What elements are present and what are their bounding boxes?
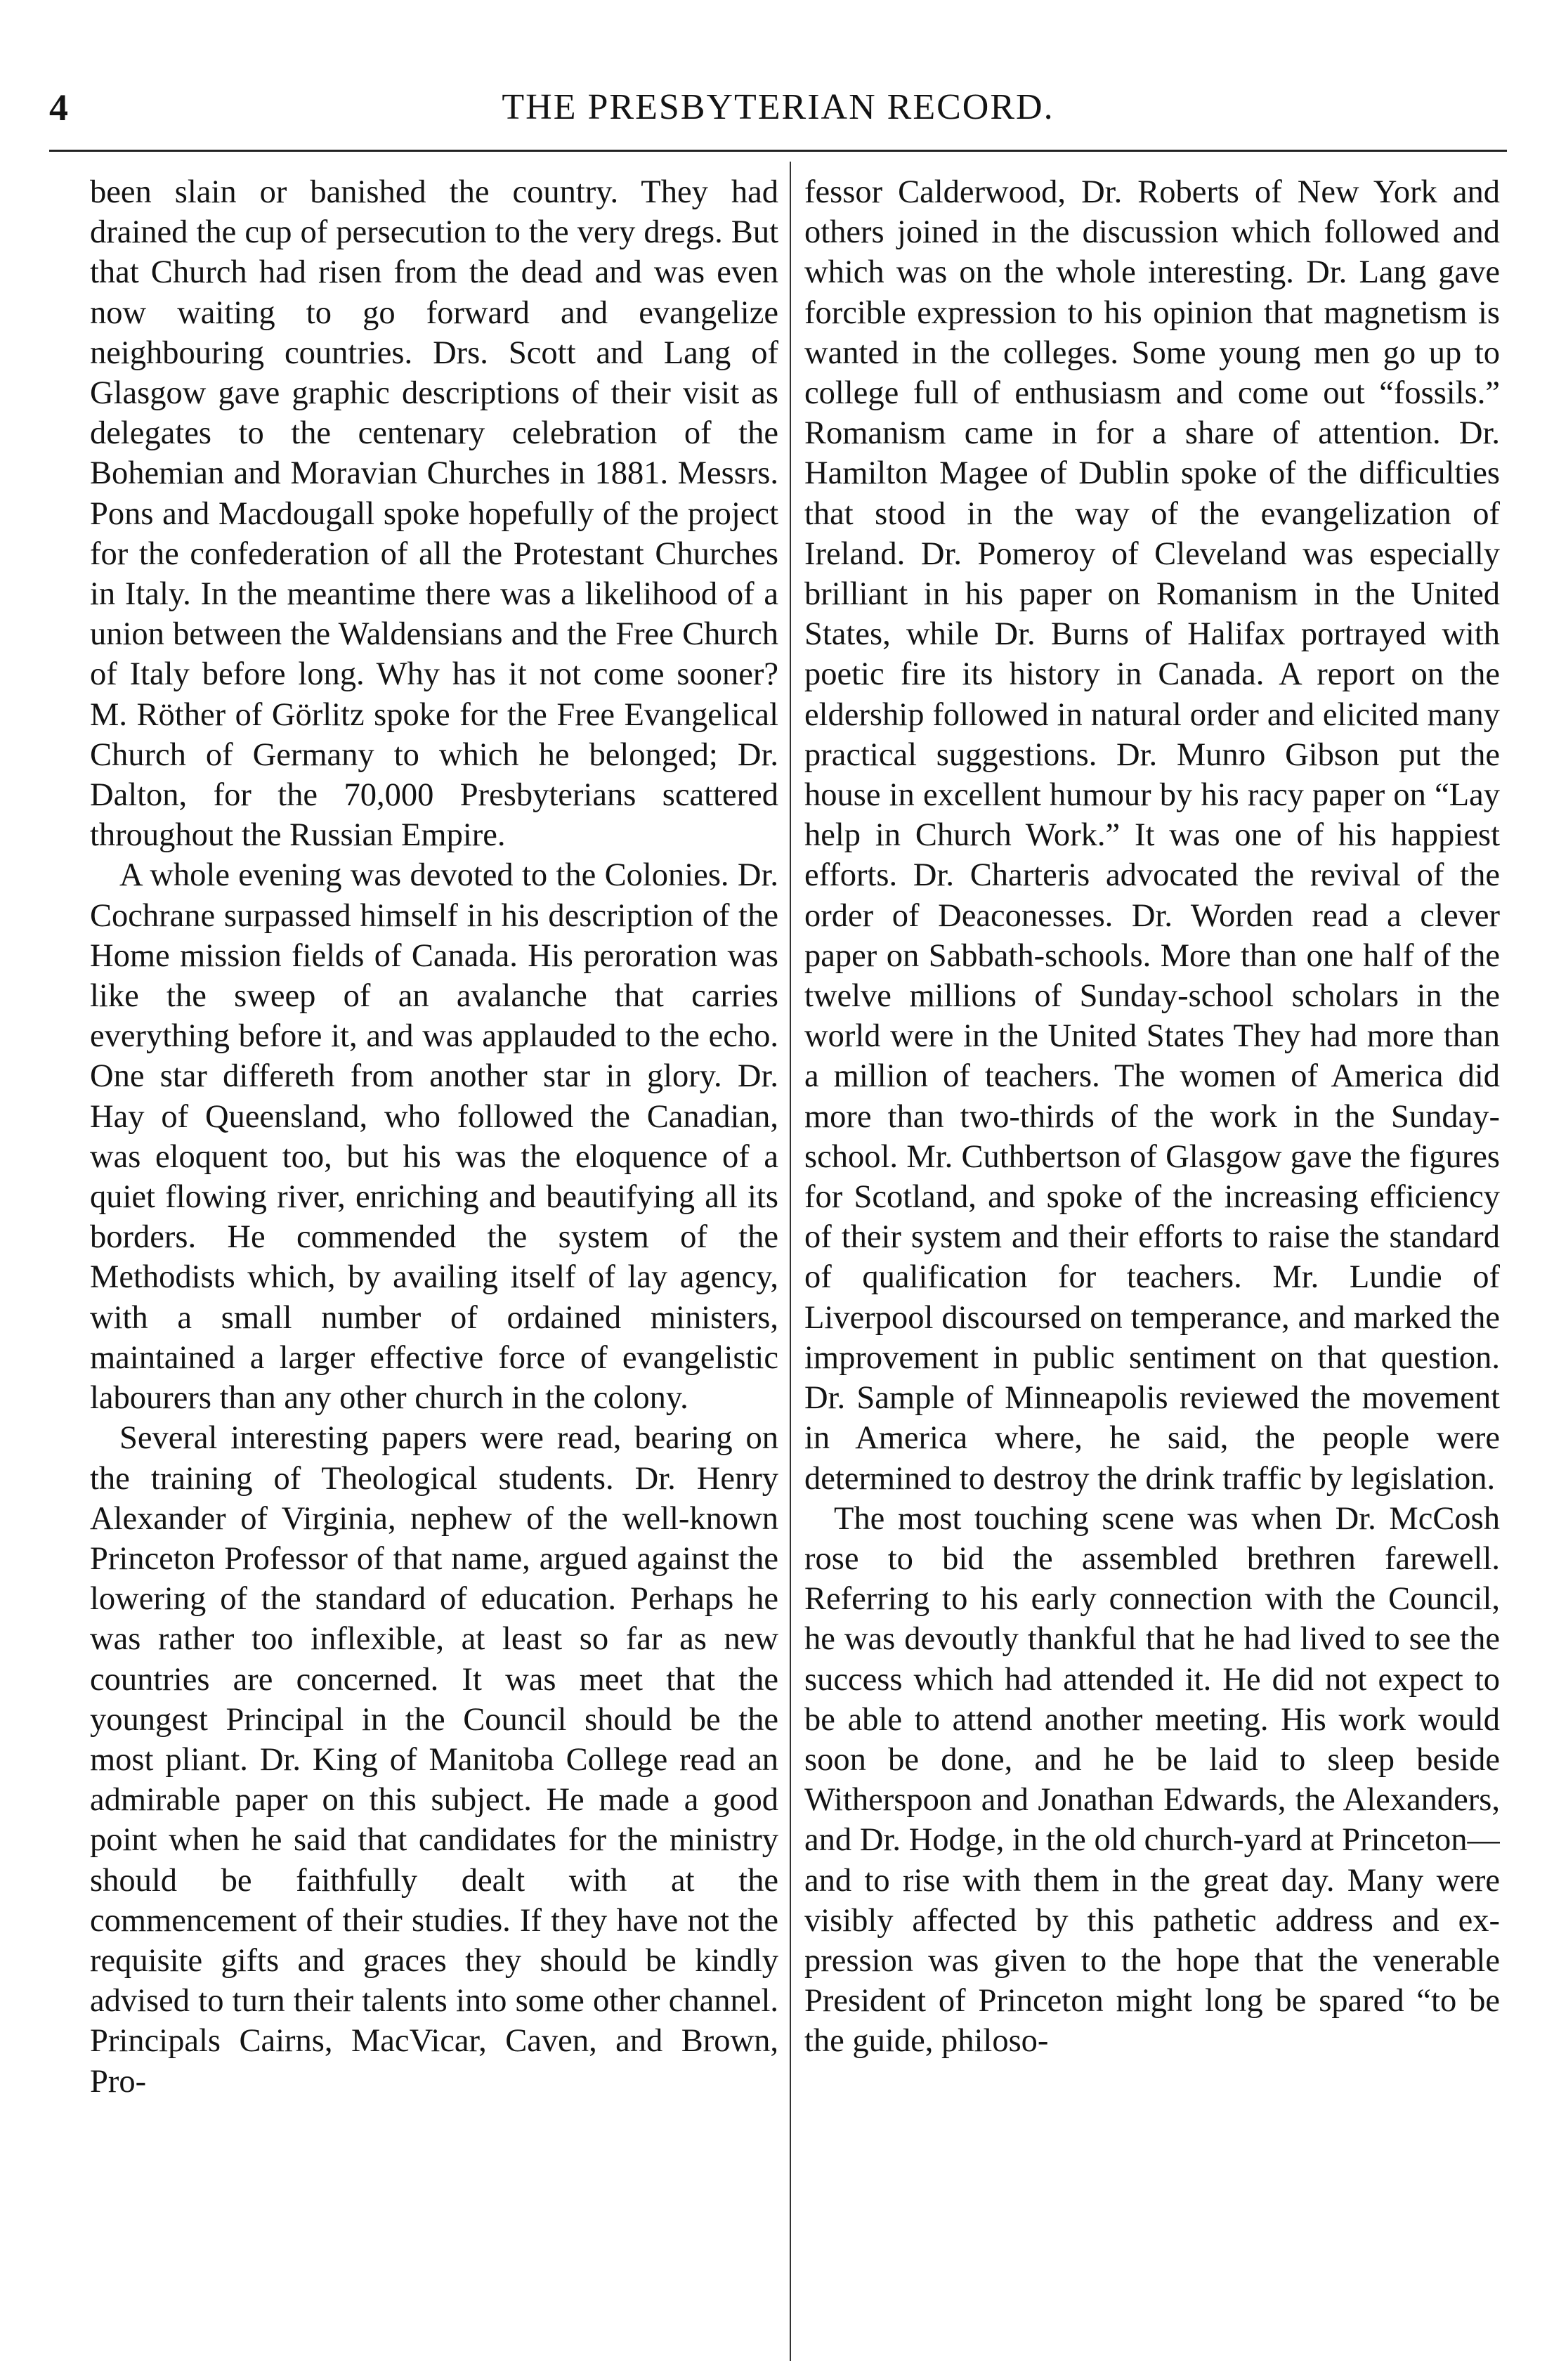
right-column <box>804 172 1500 2365</box>
left-paragraph-1: been slain or banished the country. They had drained the cup of persecution to the very dregs. But that Church had risen from the dead and was even now waiting to go forward and evangelize neighbouring countries. Drs. Scott and Lang of Glasgow gave graphic descriptions of their visit as delegates to the centenary celebration of the Bohemian and Moravian Churches in 1881. Messrs. Pons and Macdougall spoke hopefully of the project for the confederation of all the Protestant Churches in Italy. In the meantime there was a likelihood of a union between the Waldensians and the Free Church of Italy before long. Why has it not come sooner? M. Röther of Görlitz spoke for the Free Evangelical Church of Germany to which he belonged; Dr. Dalton, for the 70,000 Presbyterians scattered throughout the Russian Empire. <box>90 174 778 854</box>
publication-title: THE PRESBYTERIAN RECORD. <box>502 87 1054 127</box>
right-paragraph-1: fessor Calderwood, Dr. Roberts of New York and others joined in the discussion which followed and which was on the whole interesting. Dr. Lang gave forcible expression to his opinion that magnetism is wanted in the colleges. Some young men go up to college full of enthusiasm and come out “fossils.” Romanism came in for a share of attention. Dr. Hamilton Magee of Dublin spoke of the difficulties that stood in the way of the evangelization of Ireland. Dr. Pomeroy of Cleveland was especially brilliant in his paper on Romanism in the United States, while Dr. Burns of Halifax portrayed with poetic fire its history in Canada. A report on the eldership followed in natural order and elicited many practical suggestions. Dr. Munro Gibson put the house in excellent humour by his racy paper on “Lay help in Church Work.” It was one of his happiest efforts. Dr. Charteris advocated the revival of the order of Deaconesses. Dr. Worden read a clever paper on Sabbath-schools. More than one half of the twelve millions of Sunday-school scholars in the world were in the United States They had more than a million of teachers. The women of America did more than two-thirds of the work in the Sunday-school. Mr. Cuthbertson of Glasgow gave the figures for Scotland, and spoke of the increasing efficiency of their system and their efforts to raise the standard of qualification for teachers. Mr. Lundie of Liverpool discoursed on temperance, and marked the improvement in public sentiment on that question. Dr. Sample of Minneapolis reviewed the movement in America where, he said, the people were determined to destroy the drink traffic by legislation. <box>804 174 1500 1497</box>
left-column <box>90 172 778 2365</box>
column-divider <box>790 162 791 2361</box>
left-paragraph-2: A whole evening was devoted to the Colonies. Dr. Cochrane surpassed himself in his description of the Home mission fields of Canada. His peroration was like the sweep of an avalanche that carries everything before it, and was applauded to the echo. One star differeth from another star in glory. Dr. Hay of Queensland, who followed the Canadian, was eloquent too, but his was the eloquence of a quiet flowing river, enriching and beautifying all its borders. He commended the system of the Methodists which, by availing itself of lay agency, with a small number of ordained ministers, maintained a larger effective force of evangelistic labourers than any other church in the colony. <box>90 857 778 1417</box>
header-rule <box>49 150 1507 152</box>
page-number: 4 <box>49 86 68 129</box>
right-paragraph-2: The most touching scene was when Dr. McCosh rose to bid the assembled brethren farewell. Referring to his early connection with the Council, he was devoutly thankful that he had lived to see the success which had attended it. He did not expect to be able to attend another meeting. His work would soon be done, and he be laid to sleep beside Witherspoon and Jonathan Edwards, the Alexanders, and Dr. Hodge, in the old church-yard at Princeton—and to rise with them in the great day. Many were visibly affected by this pathetic address and expression was given to the hope that the venerable President of Princeton might long be spared “to be the guide, philoso- <box>804 1500 1500 2060</box>
page-header <box>49 83 1507 132</box>
left-paragraph-3: Several interesting papers were read, bearing on the training of Theological students. Dr. Henry Alexander of Virginia, nephew of the well-known Princeton Professor of that name, argued against the lowering of the standard of education. Perhaps he was rather too inflexible, at least so far as new countries are concerned. It was meet that the youngest Principal in the Council should be the most pliant. Dr. King of Manitoba College read an admirable paper on this subject. He made a good point when he said that candidates for the ministry should be faithfully dealt with at the commencement of their studies. If they have not the requisite gifts and graces they should be kindly advised to turn their talents into some other channel. Principals Cairns, MacVicar, Caven, and Brown, Pro- <box>90 1420 778 2100</box>
